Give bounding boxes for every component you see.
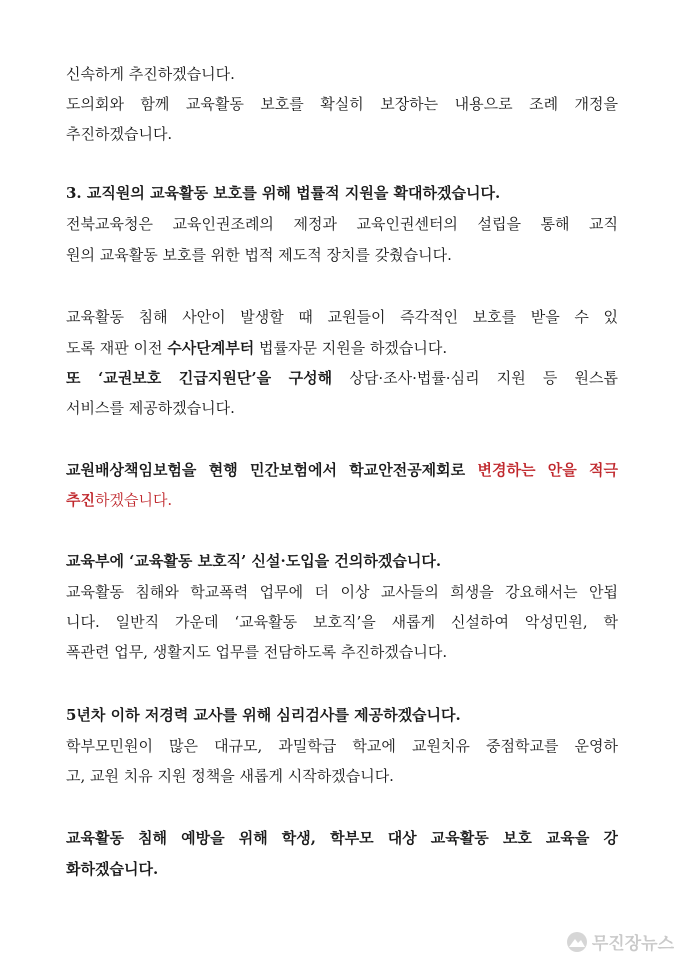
- text-line: [66, 456, 618, 484]
- emphasis-text: 또 ‘교권보호 긴급지원단’을 구성해: [66, 369, 333, 387]
- section-heading: 5년차 이하 저경력 교사를 위해 심리검사를 제공하겠습니다.: [66, 706, 461, 724]
- section-heading: 교육활동 침해 예방을 위해 학생, 학부모 대상 교육활동 보호 교육을 강: [66, 829, 618, 847]
- text-run: 법률자문 지원을 하겠습니다.: [254, 339, 448, 357]
- highlight-text: 하겠습니다.: [94, 491, 173, 509]
- text-line: 교육활동 침해 사안이 발생할 때 교원들이 즉각적인 보호를 받을 수 있: [66, 308, 618, 326]
- highlight-text: 추진: [66, 491, 95, 509]
- text-line: [66, 334, 618, 362]
- emphasis-text: 교원배상책임보험을 현행 민간보험에서 학교안전공제회로: [66, 461, 478, 479]
- text-line: 고, 교원 치유 지원 정책을 새롭게 시작하겠습니다.: [66, 767, 394, 785]
- text-line: 교육활동 침해와 학교폭력 업무에 더 이상 교사들의 희생을 강요해서는 안됩: [66, 583, 618, 601]
- emphasis-text: 수사단계부터: [167, 339, 255, 357]
- text-line: 도의회와 함께 교육활동 보호를 확실히 보장하는 내용으로 조례 개정을: [66, 95, 618, 113]
- text-line: 원의 교육활동 보호를 위한 법적 제도적 장치를 갖췄습니다.: [66, 246, 452, 264]
- section-heading: 화하겠습니다.: [66, 860, 159, 878]
- text-line: 폭관련 업무, 생활지도 업무를 전담하도록 추진하겠습니다.: [66, 643, 448, 661]
- text-line: 학부모민원이 많은 대규모, 과밀학급 학교에 교원치유 중점학교를 운영하: [66, 737, 618, 755]
- text-run: 도록 재판 이전: [66, 339, 168, 357]
- highlight-text: 변경하는 안을 적극: [477, 461, 618, 479]
- text-line: 전북교육청은 교육인권조례의 제정과 교육인권센터의 설립을 통해 교직: [66, 215, 618, 233]
- text-line: 신속하게 추진하겠습니다.: [66, 65, 235, 83]
- watermark: [566, 929, 674, 954]
- text-run: 상담·조사·법률·심리 지원 등 원스톱: [332, 369, 618, 387]
- text-line: 추진하겠습니다.: [66, 125, 173, 143]
- mountain-logo-icon: [566, 931, 588, 953]
- section-heading: 교육부에 ‘교육활동 보호직’ 신설·도입을 건의하겠습니다.: [66, 552, 442, 570]
- watermark-text: 무진장뉴스: [591, 934, 674, 954]
- text-line: [66, 364, 618, 392]
- text-line: 니다. 일반직 가운데 ‘교육활동 보호직’을 새롭게 신설하여 악성민원, 학: [66, 613, 618, 631]
- section-heading: 3. 교직원의 교육활동 보호를 위해 법률적 지원을 확대하겠습니다.: [66, 184, 501, 202]
- text-line: 서비스를 제공하겠습니다.: [66, 399, 235, 417]
- text-line: [66, 486, 618, 514]
